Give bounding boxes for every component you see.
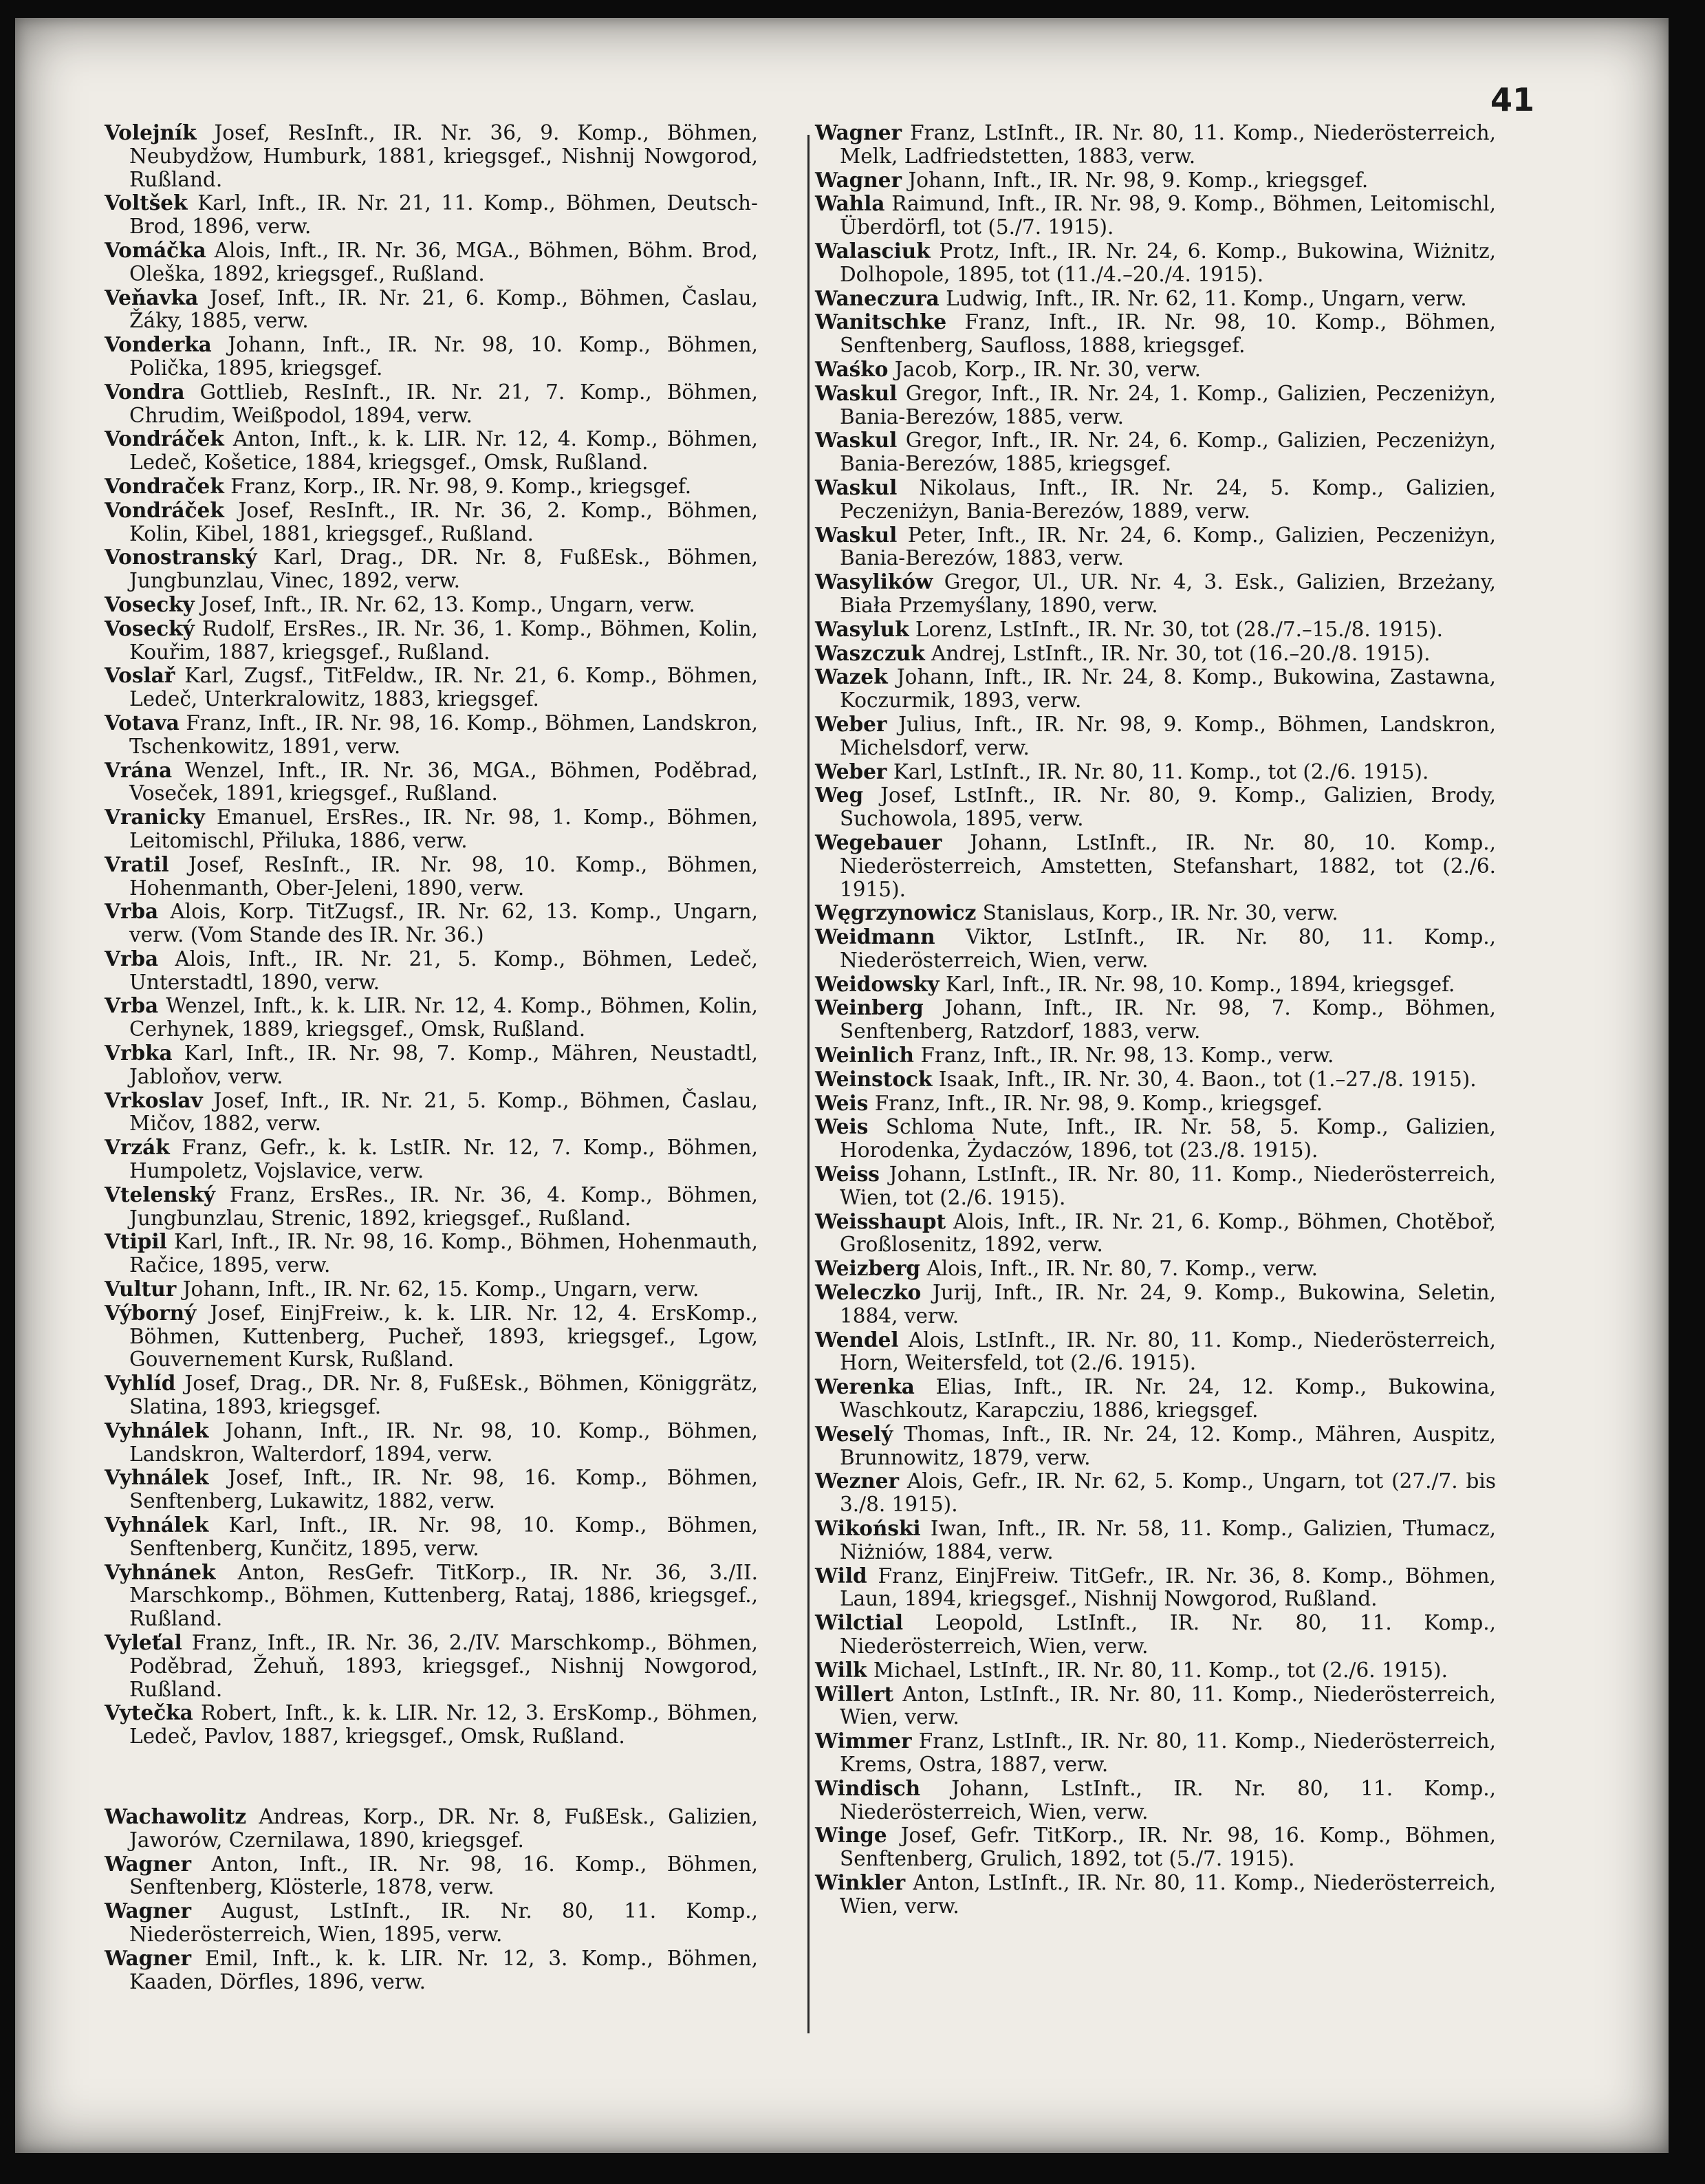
- list-entry: [105, 1183, 758, 1231]
- entry-details: Alois, Inft., IR. Nr. 21, 6. Komp., Böhmen, Chotěboř, Großlosenitz, 1892, verw.: [840, 1209, 1496, 1257]
- entry-surname: Vrba: [105, 899, 159, 924]
- list-entry: [815, 1611, 1496, 1658]
- page-number: 41: [1490, 81, 1534, 118]
- entry-surname: Weizberg: [815, 1256, 921, 1281]
- entry-surname: Wazek: [815, 664, 888, 689]
- list-entry: [815, 618, 1496, 642]
- entry-details: Jacob, Korp., IR. Nr. 30, verw.: [894, 357, 1201, 381]
- entry-details: Franz, EinjFreiw. TitGefr., IR. Nr. 36, 8. Komp., Böhmen, Laun, 1894, kriegsgef., Nishnij Nowgorod, Rußland.: [840, 1564, 1496, 1611]
- list-entry: [815, 1564, 1496, 1612]
- list-entry: [815, 1375, 1496, 1423]
- entry-details: Michael, LstInft., IR. Nr. 80, 11. Komp., tot (2./6. 1915).: [873, 1658, 1448, 1682]
- entry-details: Peter, Inft., IR. Nr. 24, 6. Komp., Galizien, Peczeniżyn, Bania-Berezów, 1883, verw.: [840, 523, 1496, 570]
- list-entry: [815, 192, 1496, 239]
- list-entry: [105, 475, 758, 499]
- list-entry: [815, 1163, 1496, 1210]
- entry-surname: Wegebauer: [815, 830, 942, 854]
- entry-surname: Wachawolitz: [105, 1804, 247, 1828]
- entry-surname: Vytečka: [105, 1700, 193, 1725]
- entry-details: Franz, Inft., IR. Nr. 98, 13. Komp., verw.: [920, 1044, 1334, 1068]
- list-entry: [815, 382, 1496, 429]
- entry-surname: Willert: [815, 1681, 894, 1706]
- entry-details: Franz, LstInft., IR. Nr. 80, 11. Komp., Niederösterreich, Melk, Ladfriedstetten, 1883, verw.: [840, 121, 1496, 168]
- entry-details: Alois, Inft., IR. Nr. 80, 7. Komp., verw.: [926, 1257, 1318, 1281]
- entry-surname: Vultur: [105, 1277, 177, 1301]
- list-entry: [815, 358, 1496, 382]
- entry-surname: Waskul: [815, 522, 898, 547]
- list-entry: [815, 1517, 1496, 1564]
- entry-details: Karl, Inft., IR. Nr. 98, 16. Komp., Böhmen, Hohenmauth, Račice, 1895, verw.: [129, 1230, 758, 1277]
- entry-surname: Votava: [105, 710, 180, 735]
- entry-details: Anton, ResGefr. TitKorp., IR. Nr. 36, 3./II. Marschkomp., Böhmen, Kuttenberg, Rataj, 1886, kriegsgef., Rußland.: [129, 1560, 758, 1631]
- entry-surname: Weinberg: [815, 995, 924, 1020]
- entry-details: Anton, Inft., IR. Nr. 98, 16. Komp., Böhmen, Senftenberg, Klösterle, 1878, verw.: [129, 1852, 758, 1899]
- entry-surname: Vondráček: [105, 426, 224, 451]
- entry-details: Josef, ResInft., IR. Nr. 36, 2. Komp., Böhmen, Kolin, Kibel, 1881, kriegsgef., Rußland.: [129, 498, 758, 545]
- entry-surname: Výborný: [105, 1300, 197, 1325]
- list-entry: [815, 665, 1496, 713]
- entry-details: Iwan, Inft., IR. Nr. 58, 11. Komp., Galizien, Tłumacz, Niżniów, 1884, verw.: [840, 1517, 1496, 1564]
- entry-surname: Winge: [815, 1823, 887, 1848]
- entry-surname: Wimmer: [815, 1729, 912, 1753]
- entry-details: Wenzel, Inft., IR. Nr. 36, MGA., Böhmen, Poděbrad, Voseček, 1891, kriegsgef., Rußland.: [129, 758, 758, 806]
- entry-surname: Weis: [815, 1090, 869, 1115]
- entry-surname: Waskul: [815, 475, 898, 499]
- list-entry: [815, 1658, 1496, 1683]
- list-entry: [815, 1683, 1496, 1730]
- entry-surname: Wikoński: [815, 1516, 921, 1541]
- list-entry: [105, 1899, 758, 1947]
- list-entry: [105, 759, 758, 806]
- entry-surname: Vyhnálek: [105, 1513, 209, 1537]
- entry-details: Johann, Inft., IR. Nr. 98, 10. Komp., Böhmen, Polička, 1895, kriegsgef.: [129, 333, 758, 380]
- list-entry: [105, 239, 758, 286]
- entry-surname: Wagner: [105, 1945, 192, 1970]
- entry-surname: Vranicky: [105, 805, 205, 830]
- list-entry: [815, 169, 1496, 193]
- entry-details: Johann, LstInft., IR. Nr. 80, 11. Komp., Niederösterreich, Wien, verw.: [840, 1776, 1496, 1824]
- entry-details: Johann, Inft., IR. Nr. 98, 10. Komp., Böhmen, Landskron, Walterdorf, 1894, verw.: [129, 1418, 758, 1466]
- entry-surname: Vonostranský: [105, 545, 257, 570]
- entry-surname: Vtelenský: [105, 1182, 215, 1207]
- entry-details: Karl, Inft., IR. Nr. 21, 11. Komp., Böhmen, Deutsch-Brod, 1896, verw.: [129, 191, 758, 239]
- list-entry: [105, 191, 758, 239]
- list-entry: [815, 1115, 1496, 1163]
- entry-details: Gregor, Ul., UR. Nr. 4, 3. Esk., Galizien, Brzeżany, Biała Przemyślany, 1890, verw.: [840, 570, 1496, 617]
- entry-surname: Wahla: [815, 191, 885, 216]
- list-entry: [105, 1089, 758, 1136]
- list-entry: [105, 711, 758, 759]
- list-entry: [815, 121, 1496, 169]
- right-column: [815, 121, 1496, 1918]
- list-entry: [105, 1852, 758, 1900]
- list-entry: [815, 925, 1496, 973]
- entry-details: Johann, LstInft., IR. Nr. 80, 11. Komp., Niederösterreich, Wien, tot (2./6. 1915).: [840, 1163, 1496, 1209]
- list-entry: [105, 1136, 758, 1183]
- entry-details: Isaak, Inft., IR. Nr. 30, 4. Baon., tot (1.–27./8. 1915).: [938, 1067, 1477, 1091]
- entry-details: Johann, LstInft., IR. Nr. 80, 10. Komp., Niederösterreich, Amstetten, Stefanshart, 1882, tot (2./6. 1915).: [840, 830, 1496, 901]
- list-entry: [815, 1423, 1496, 1470]
- entry-details: Jurij, Inft., IR. Nr. 24, 9. Komp., Bukowina, Seletin, 1884, verw.: [840, 1281, 1496, 1328]
- entry-details: Johann, Inft., IR. Nr. 98, 9. Komp., kriegsgef.: [908, 168, 1369, 192]
- entry-details: Protz, Inft., IR. Nr. 24, 6. Komp., Bukowina, Wiżnitz, Dolhopole, 1895, tot (11./4.–20./4. 1915).: [840, 239, 1496, 286]
- entry-details: Ludwig, Inft., IR. Nr. 62, 11. Komp., Ungarn, verw.: [946, 286, 1467, 310]
- entry-surname: Vomáčka: [105, 237, 206, 262]
- list-entry: [815, 1068, 1496, 1092]
- entry-surname: Weber: [815, 759, 887, 783]
- entry-surname: Veňavka: [105, 285, 199, 310]
- entry-details: Julius, Inft., IR. Nr. 98, 9. Komp., Böhmen, Landskron, Michelsdorf, verw.: [840, 712, 1496, 759]
- entry-surname: Waskul: [815, 380, 898, 405]
- entry-details: Josef, Drag., DR. Nr. 8, FußEsk., Böhmen, Königgrätz, Slatina, 1893, kriegsgef.: [129, 1372, 758, 1419]
- entry-details: Josef, Inft., IR. Nr. 62, 13. Komp., Ungarn, verw.: [201, 592, 695, 616]
- list-entry: [815, 901, 1496, 925]
- entry-details: Gregor, Inft., IR. Nr. 24, 6. Komp., Galizien, Peczeniżyn, Bania-Berezów, 1885, kriegsgef.: [840, 429, 1496, 476]
- entry-details: Franz, Inft., IR. Nr. 36, 2./IV. Marschkomp., Böhmen, Poděbrad, Žehuň, 1893, kriegsgef., Nishnij Nowgorod, Rußland.: [129, 1631, 758, 1701]
- list-entry: [815, 310, 1496, 358]
- entry-surname: Walasciuk: [815, 238, 931, 263]
- entry-surname: Volejník: [105, 120, 197, 144]
- list-entry: [105, 1947, 758, 1994]
- entry-surname: Weisshaupt: [815, 1209, 946, 1233]
- entry-surname: Weiss: [815, 1162, 880, 1187]
- entry-details: Andreas, Korp., DR. Nr. 8, FußEsk., Galizien, Jaworów, Czernilawa, 1890, kriegsgef.: [129, 1804, 758, 1852]
- entry-surname: Windisch: [815, 1775, 921, 1800]
- list-entry: [105, 1805, 758, 1852]
- entry-surname: Vrána: [105, 757, 173, 782]
- entry-surname: Weber: [815, 711, 887, 736]
- entry-details: Nikolaus, Inft., IR. Nr. 24, 5. Komp., Galizien, Peczeniżyn, Bania-Berezów, 1889, verw.: [840, 475, 1496, 523]
- entry-surname: Vosecký: [105, 616, 195, 640]
- entry-details: Karl, Inft., IR. Nr. 98, 7. Komp., Mähren, Neustadtl, Jabloňov, verw.: [129, 1041, 758, 1088]
- list-entry: [105, 1041, 758, 1089]
- list-entry: [815, 1092, 1496, 1116]
- list-entry: [105, 1513, 758, 1561]
- list-entry: [105, 947, 758, 995]
- list-entry: [105, 1301, 758, 1372]
- left-column: [105, 121, 758, 1993]
- entry-details: Josef, ResInft., IR. Nr. 36, 9. Komp., Böhmen, Neubydžow, Humburk, 1881, kriegsgef., Nishnij Nowgorod, Rußland.: [129, 121, 758, 191]
- list-entry: [105, 1277, 758, 1301]
- entry-details: Franz, LstInft., IR. Nr. 80, 11. Komp., Niederösterreich, Krems, Ostra, 1887, verw.: [840, 1729, 1496, 1776]
- entry-details: Franz, Korp., IR. Nr. 98, 9. Komp., kriegsgef.: [230, 474, 692, 498]
- list-entry: [105, 853, 758, 900]
- entry-details: Karl, Inft., IR. Nr. 98, 10. Komp., Böhmen, Senftenberg, Kunčitz, 1895, verw.: [129, 1513, 758, 1560]
- entry-details: Viktor, LstInft., IR. Nr. 80, 11. Komp., Niederösterreich, Wien, verw.: [840, 925, 1496, 972]
- entry-details: Alois, Gefr., IR. Nr. 62, 5. Komp., Ungarn, tot (27./7. bis 3./8. 1915).: [840, 1469, 1496, 1517]
- entry-details: Thomas, Inft., IR. Nr. 24, 12. Komp., Mähren, Auspitz, Brunnowitz, 1879, verw.: [840, 1422, 1496, 1469]
- entry-surname: Wezner: [815, 1469, 900, 1493]
- list-entry: [815, 287, 1496, 311]
- list-entry: [105, 617, 758, 664]
- list-entry: [105, 900, 758, 947]
- list-entry: [105, 380, 758, 428]
- list-entry: [105, 1701, 758, 1749]
- entry-surname: Wilk: [815, 1657, 867, 1682]
- entry-details: Lorenz, LstInft., IR. Nr. 30, tot (28./7.–15./8. 1915).: [915, 617, 1444, 641]
- entry-details: Alois, Inft., IR. Nr. 21, 5. Komp., Böhmen, Ledeč, Unterstadtl, 1890, verw.: [129, 947, 758, 994]
- entry-details: Wenzel, Inft., k. k. LIR. Nr. 12, 4. Komp., Böhmen, Kolin, Cerhynek, 1889, kriegsgef., Omsk, Rußland.: [129, 994, 759, 1041]
- entry-details: Josef, Gefr. TitKorp., IR. Nr. 98, 16. Komp., Böhmen, Senftenberg, Grulich, 1892, tot (5./7. 1915).: [840, 1824, 1496, 1871]
- list-entry: [815, 1469, 1496, 1517]
- entry-surname: Weleczko: [815, 1280, 922, 1305]
- entry-details: Josef, Inft., IR. Nr. 98, 16. Komp., Böhmen, Senftenberg, Lukawitz, 1882, verw.: [129, 1466, 759, 1513]
- entry-surname: Vrzák: [105, 1135, 170, 1160]
- list-entry: [815, 239, 1496, 287]
- entry-surname: Wagner: [105, 1851, 192, 1876]
- entry-surname: Voslař: [105, 663, 175, 688]
- entry-surname: Waneczura: [815, 285, 940, 310]
- list-entry: [105, 1631, 758, 1701]
- list-entry: [815, 429, 1496, 476]
- entry-surname: Weinstock: [815, 1066, 933, 1091]
- list-entry: [815, 570, 1496, 618]
- entry-details: Karl, LstInft., IR. Nr. 80, 11. Komp., tot (2./6. 1915).: [893, 759, 1429, 783]
- list-entry: [815, 642, 1496, 666]
- entry-surname: Vrkoslav: [105, 1088, 203, 1112]
- entry-surname: Winkler: [815, 1870, 906, 1894]
- entry-surname: Vyhnálek: [105, 1418, 209, 1442]
- entry-details: Alois, LstInft., IR. Nr. 80, 11. Komp., Niederösterreich, Horn, Weitersfeld, tot (2./6. 1915).: [840, 1328, 1496, 1375]
- list-entry: [815, 996, 1496, 1044]
- list-entry: [105, 593, 758, 617]
- entry-details: Josef, Inft., IR. Nr. 21, 6. Komp., Böhmen, Časlau, Žáky, 1885, verw.: [129, 285, 758, 333]
- entry-details: Josef, EinjFreiw., k. k. LIR. Nr. 12, 4. ErsKomp., Böhmen, Kuttenberg, Pucheř, 1893, kriegsgef., Lgow, Gouvernement Kursk, Rußland.: [129, 1301, 758, 1372]
- entry-surname: Wilctial: [815, 1610, 904, 1635]
- list-entry: [815, 476, 1496, 523]
- list-entry: [105, 121, 758, 191]
- entry-details: Josef, ResInft., IR. Nr. 98, 10. Komp., Böhmen, Hohenmanth, Ober-Jeleni, 1890, verw.: [129, 852, 758, 900]
- entry-details: Josef, LstInft., IR. Nr. 80, 9. Komp., Galizien, Brody, Suchowola, 1895, verw.: [840, 783, 1496, 831]
- list-entry: [815, 831, 1496, 901]
- entry-surname: Weinlich: [815, 1043, 914, 1068]
- entry-details: Karl, Inft., IR. Nr. 98, 10. Komp., 1894, kriegsgef.: [945, 972, 1455, 996]
- list-entry: [105, 499, 758, 546]
- entry-details: Karl, Zugsf., TitFeldw., IR. Nr. 21, 6. Komp., Böhmen, Ledeč, Unterkralowitz, 1883, kriegsgef.: [129, 664, 758, 711]
- list-entry: [105, 664, 758, 711]
- section-gap: [105, 1749, 758, 1805]
- entry-surname: Vonderka: [105, 332, 212, 357]
- list-entry: [815, 1257, 1496, 1281]
- list-entry: [815, 1281, 1496, 1328]
- entry-details: Anton, Inft., k. k. LIR. Nr. 12, 4. Komp., Böhmen, Ledeč, Košetice, 1884, kriegsgef., Omsk, Rußland.: [129, 427, 758, 475]
- entry-surname: Vrba: [105, 993, 159, 1018]
- entry-surname: Weidmann: [815, 925, 935, 949]
- entry-surname: Wasylików: [815, 570, 933, 594]
- list-entry: [105, 545, 758, 593]
- entry-details: Emanuel, ErsRes., IR. Nr. 98, 1. Komp., Böhmen, Leitomischl, Přiluka, 1886, verw.: [129, 806, 758, 852]
- entry-details: Anton, LstInft., IR. Nr. 80, 11. Komp., Niederösterreich, Wien, verw.: [840, 1682, 1496, 1729]
- entry-surname: Voltšek: [105, 191, 188, 215]
- entry-details: Franz, Inft., IR. Nr. 98, 9. Komp., kriegsgef.: [874, 1091, 1323, 1115]
- entry-details: Josef, Inft., IR. Nr. 21, 5. Komp., Böhmen, Časlau, Mičov, 1882, verw.: [129, 1088, 758, 1136]
- entry-details: August, LstInft., IR. Nr. 80, 11. Komp., Niederösterreich, Wien, 1895, verw.: [129, 1899, 758, 1946]
- entry-surname: Weselý: [815, 1421, 893, 1446]
- entry-details: Emil, Inft., k. k. LIR. Nr. 12, 3. Komp., Böhmen, Kaaden, Dörfles, 1896, verw.: [129, 1946, 758, 1993]
- column-divider: [807, 135, 810, 2033]
- entry-surname: Wagner: [105, 1899, 192, 1923]
- entry-details: Alois, Inft., IR. Nr. 36, MGA., Böhmen, Böhm. Brod, Oleška, 1892, kriegsgef., Rußland.: [129, 238, 758, 285]
- entry-surname: Węgrzynowicz: [815, 900, 977, 925]
- entry-surname: Wanitschke: [815, 310, 947, 334]
- list-entry: [815, 1210, 1496, 1257]
- list-entry: [105, 333, 758, 380]
- entry-surname: Vondraček: [105, 473, 224, 498]
- entry-surname: Wild: [815, 1563, 867, 1588]
- list-entry: [105, 427, 758, 475]
- list-entry: [105, 1230, 758, 1277]
- entry-details: Johann, Inft., IR. Nr. 62, 15. Komp., Ungarn, verw.: [182, 1277, 699, 1301]
- entry-surname: Vondráček: [105, 497, 224, 522]
- entry-surname: Waszczuk: [815, 640, 925, 665]
- entry-details: Johann, Inft., IR. Nr. 98, 7. Komp., Böhmen, Senftenberg, Ratzdorf, 1883, verw.: [840, 996, 1496, 1044]
- document-page: [15, 18, 1669, 2153]
- entry-surname: Waśko: [815, 356, 889, 381]
- entry-surname: Vrbka: [105, 1041, 173, 1066]
- entry-details: Johann, Inft., IR. Nr. 24, 8. Komp., Bukowina, Zastawna, Koczurmik, 1893, verw.: [840, 665, 1496, 713]
- entry-details: Alois, Korp. TitZugsf., IR. Nr. 62, 13. Komp., Ungarn, verw. (Vom Stande des IR. Nr. 36.): [129, 900, 758, 947]
- list-entry: [815, 1777, 1496, 1824]
- entry-surname: Wasyluk: [815, 616, 909, 641]
- entry-details: Elias, Inft., IR. Nr. 24, 12. Komp., Bukowina, Waschkoutz, Karapcziu, 1886, kriegsgef.: [840, 1375, 1496, 1423]
- list-entry: [815, 1328, 1496, 1376]
- list-entry: [105, 1561, 758, 1631]
- list-entry: [815, 1729, 1496, 1777]
- entry-surname: Vondra: [105, 379, 185, 404]
- entry-surname: Vtipil: [105, 1229, 167, 1254]
- entry-details: Robert, Inft., k. k. LIR. Nr. 12, 3. ErsKomp., Böhmen, Ledeč, Pavlov, 1887, kriegsgef., Omsk, Rußland.: [129, 1701, 758, 1749]
- list-entry: [815, 1824, 1496, 1871]
- entry-surname: Vyhnánek: [105, 1559, 216, 1584]
- entry-details: Franz, Inft., IR. Nr. 98, 10. Komp., Böhmen, Senftenberg, Saufloss, 1888, kriegsgef.: [840, 310, 1496, 358]
- entry-surname: Wendel: [815, 1327, 899, 1352]
- entry-surname: Weg: [815, 783, 864, 808]
- entry-details: Andrej, LstInft., IR. Nr. 30, tot (16.–20./8. 1915).: [931, 641, 1431, 665]
- entry-surname: Vratil: [105, 852, 169, 876]
- entry-surname: Wagner: [815, 167, 902, 192]
- entry-details: Franz, ErsRes., IR. Nr. 36, 4. Komp., Böhmen, Jungbunzlau, Strenic, 1892, kriegsgef., Rußland.: [129, 1182, 758, 1230]
- list-entry: [105, 1372, 758, 1419]
- list-entry: [105, 806, 758, 853]
- entry-details: Stanislaus, Korp., IR. Nr. 30, verw.: [982, 901, 1338, 925]
- list-entry: [815, 1044, 1496, 1068]
- list-entry: [815, 973, 1496, 997]
- entry-details: Raimund, Inft., IR. Nr. 98, 9. Komp., Böhmen, Leitomischl, Überdörfl, tot (5./7. 1915).: [840, 192, 1496, 239]
- list-entry: [105, 286, 758, 334]
- list-entry: [815, 1871, 1496, 1918]
- entry-details: Leopold, LstInft., IR. Nr. 80, 11. Komp., Niederösterreich, Wien, verw.: [840, 1611, 1496, 1658]
- entry-details: Rudolf, ErsRes., IR. Nr. 36, 1. Komp., Böhmen, Kolin, Kouřim, 1887, kriegsgef., Rußland.: [129, 616, 758, 664]
- entry-surname: Weidowsky: [815, 971, 940, 996]
- list-entry: [815, 523, 1496, 571]
- entry-details: Franz, Gefr., k. k. LstIR. Nr. 12, 7. Komp., Böhmen, Humpoletz, Vojslavice, verw.: [129, 1136, 758, 1183]
- list-entry: [815, 760, 1496, 784]
- entry-surname: Wagner: [815, 120, 902, 144]
- entry-surname: Werenka: [815, 1374, 915, 1399]
- list-entry: [105, 994, 758, 1041]
- entry-surname: Vyhlíd: [105, 1371, 176, 1396]
- entry-details: Gregor, Inft., IR. Nr. 24, 1. Komp., Galizien, Peczeniżyn, Bania-Berezów, 1885, verw.: [840, 381, 1496, 429]
- entry-details: Schloma Nute, Inft., IR. Nr. 58, 5. Komp., Galizien, Horodenka, Żydaczów, 1896, tot (23./8. 1915).: [840, 1115, 1496, 1163]
- list-entry: [815, 783, 1496, 831]
- entry-surname: Vyhnálek: [105, 1465, 209, 1490]
- entry-details: Karl, Drag., DR. Nr. 8, FußEsk., Böhmen, Jungbunzlau, Vinec, 1892, verw.: [129, 545, 758, 593]
- entry-surname: Weis: [815, 1114, 869, 1139]
- entry-details: Franz, Inft., IR. Nr. 98, 16. Komp., Böhmen, Landskron, Tschenkowitz, 1891, verw.: [129, 711, 758, 758]
- list-entry: [815, 713, 1496, 760]
- entry-details: Anton, LstInft., IR. Nr. 80, 11. Komp., Niederösterreich, Wien, verw.: [840, 1870, 1496, 1918]
- entry-surname: Vrba: [105, 946, 159, 971]
- list-entry: [105, 1419, 758, 1467]
- list-entry: [105, 1466, 758, 1513]
- entry-surname: Vyleťal: [105, 1630, 182, 1654]
- entry-surname: Vosecky: [105, 592, 195, 616]
- entry-surname: Waskul: [815, 428, 898, 453]
- entry-details: Gottlieb, ResInft., IR. Nr. 21, 7. Komp., Böhmen, Chrudim, Weißpodol, 1894, verw.: [129, 380, 758, 427]
